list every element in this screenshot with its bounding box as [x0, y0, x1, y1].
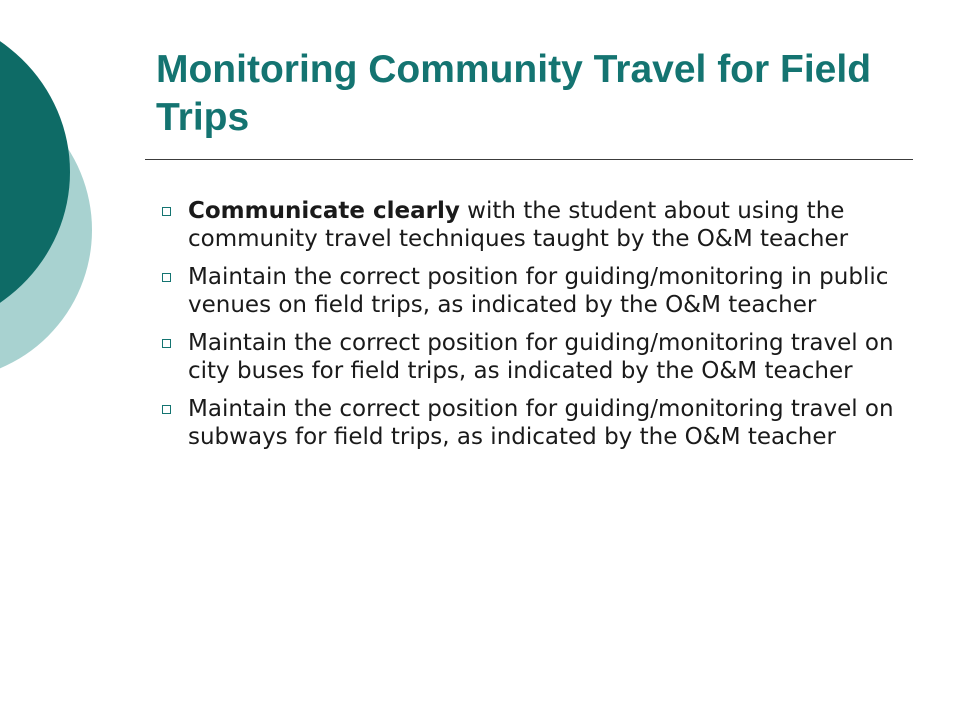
bullet-list — [160, 197, 900, 461]
hollow-square-bullet-icon — [162, 207, 171, 216]
title-divider — [145, 159, 913, 160]
bullet-item — [160, 329, 900, 385]
hollow-square-bullet-icon — [162, 405, 171, 414]
bullet-text: Maintain the correct position for guiding/monitoring in public venues on field trips, as indicated by the O&M teacher — [188, 264, 889, 318]
bullet-item — [160, 395, 900, 451]
bullet-bold-text: Communicate clearly — [188, 198, 460, 224]
hollow-square-bullet-icon — [162, 273, 171, 282]
bullet-text: with the student about using the community travel techniques taught by the O&M teacher — [188, 198, 849, 252]
bullet-text: Maintain the correct position for guiding/monitoring travel on subways for field trips, as indicated by the O&M teacher — [188, 396, 894, 450]
bullet-text: Maintain the correct position for guiding/monitoring travel on city buses for field trips, as indicated by the O&M teacher — [188, 330, 894, 384]
slide-title: Monitoring Community Travel for Field Trips — [156, 48, 872, 139]
bullet-item — [160, 197, 900, 253]
bullet-item — [160, 263, 900, 319]
hollow-square-bullet-icon — [162, 339, 171, 348]
